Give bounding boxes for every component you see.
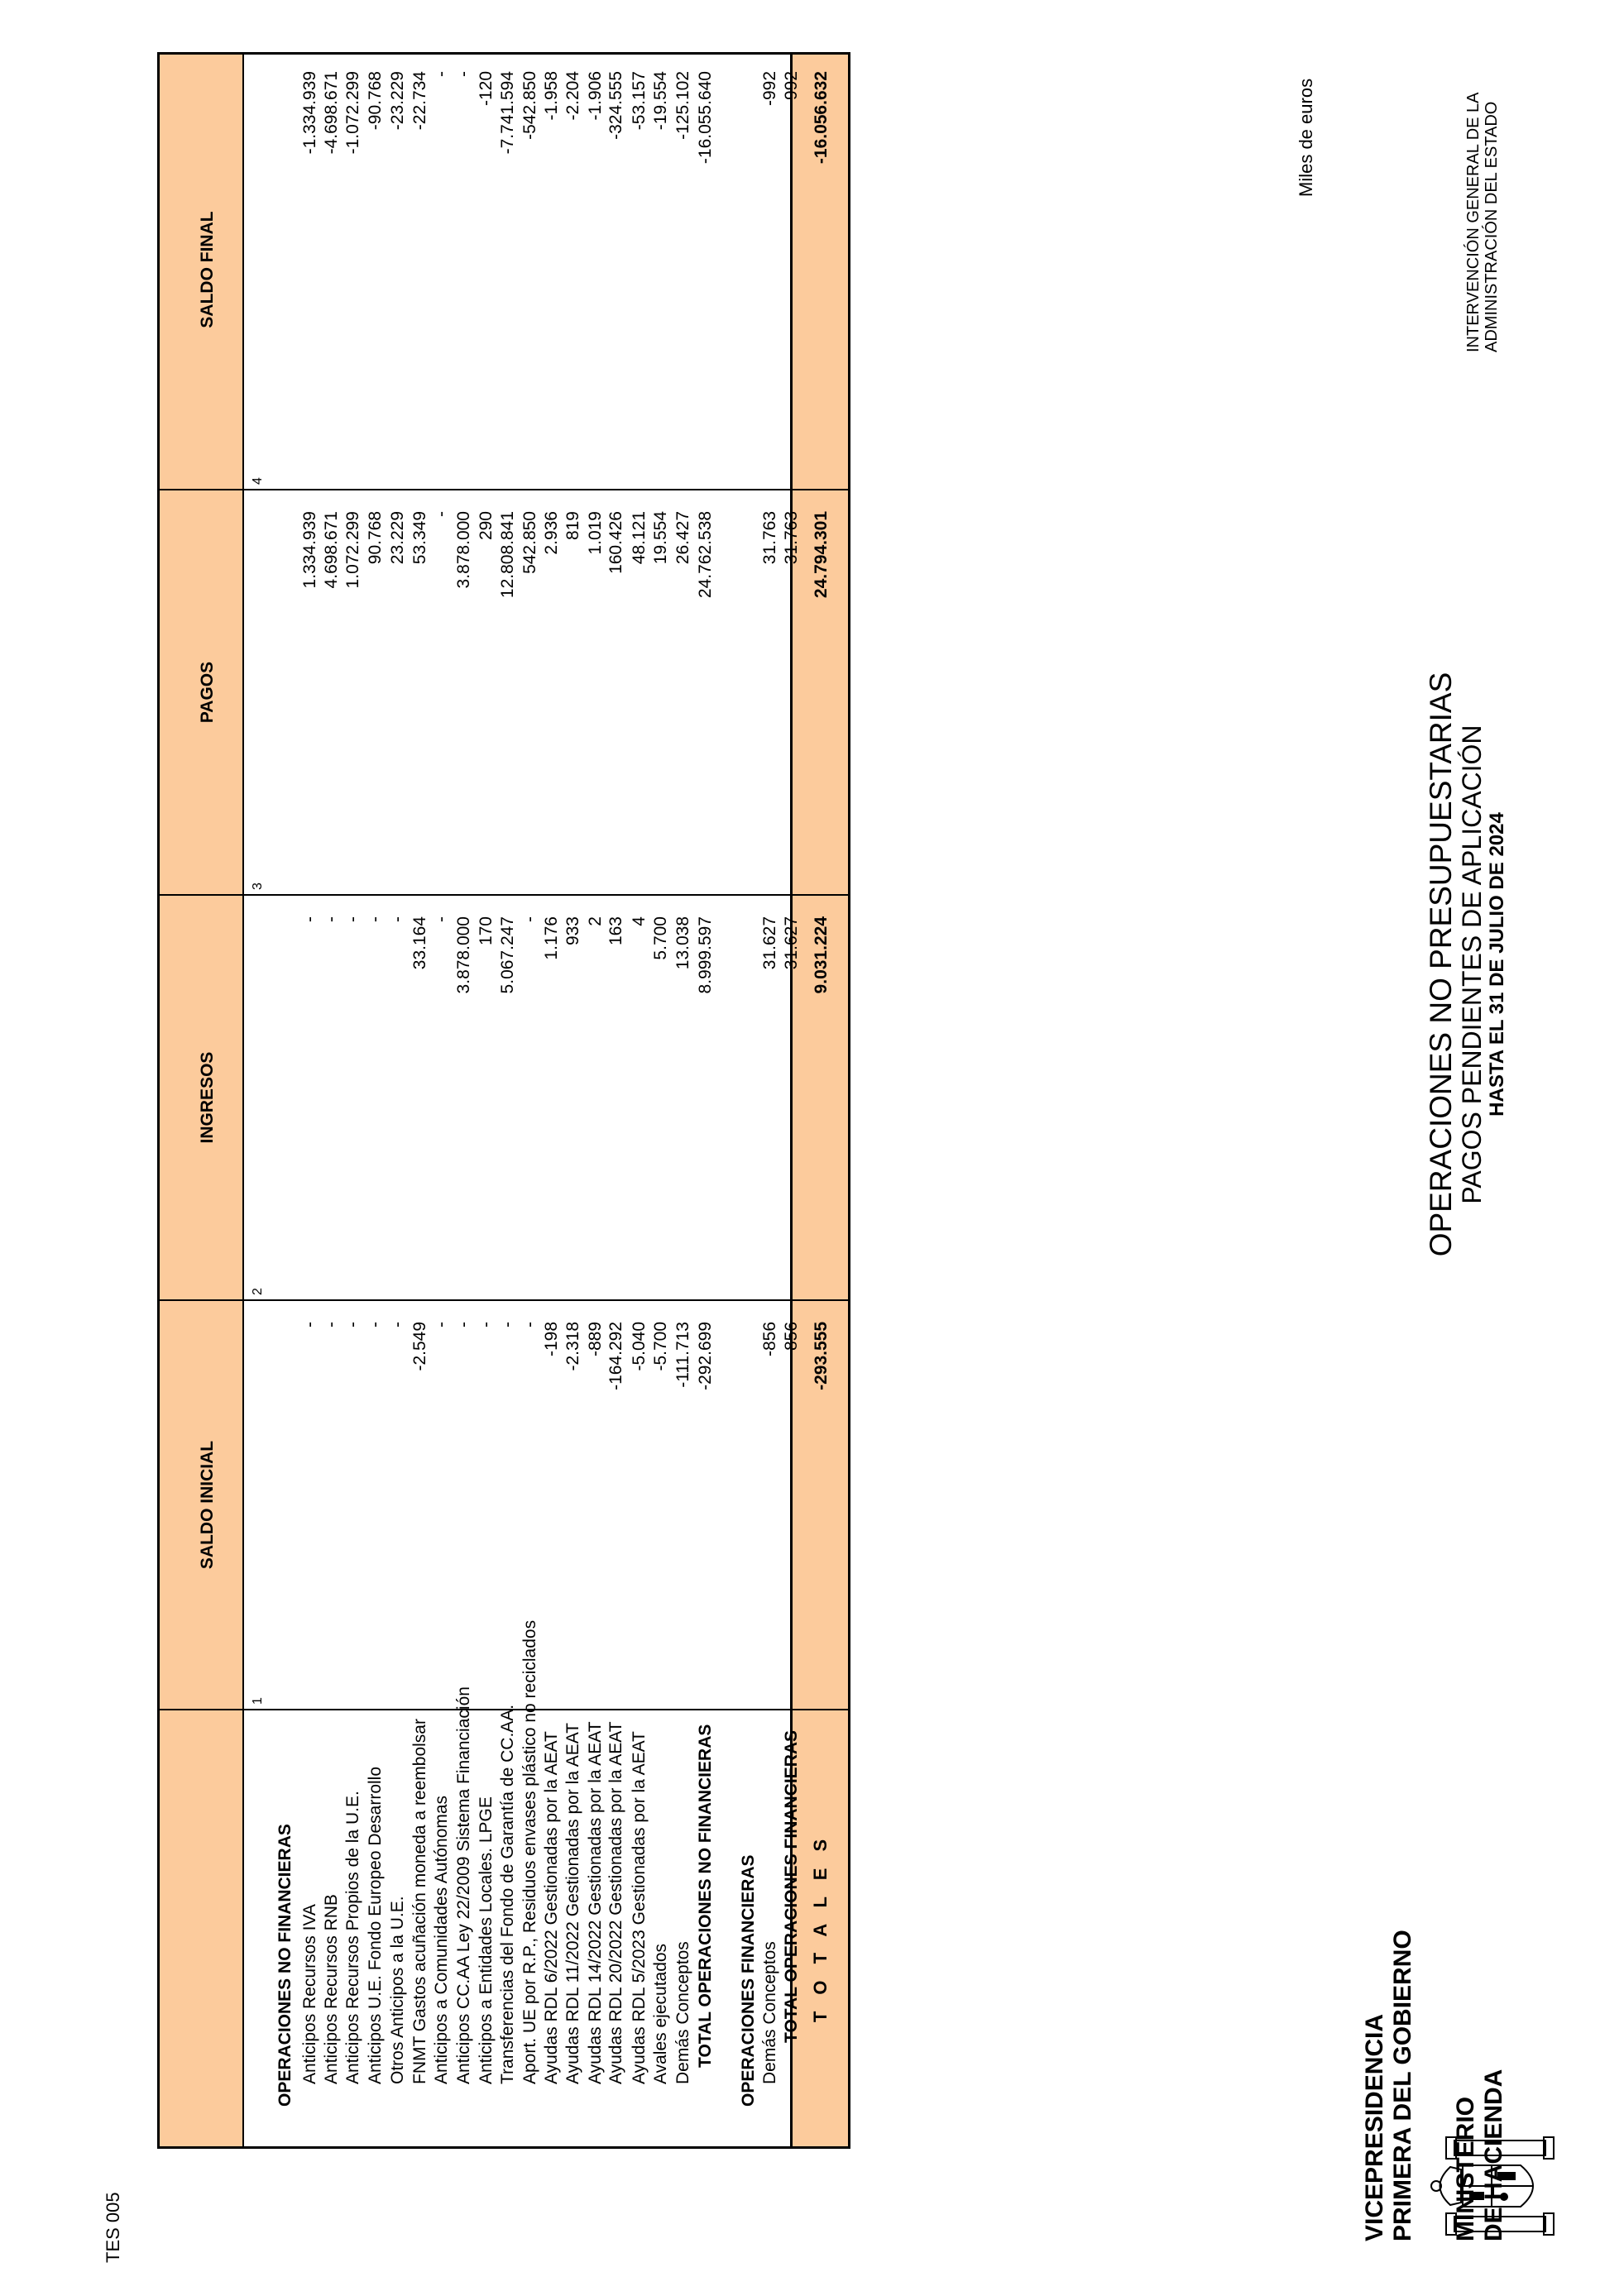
cell-saldo-inicial: - [388,1322,407,1327]
row-label: Avales ejecutados [651,1943,670,2084]
section-total-label: TOTAL OPERACIONES NO FINANCIERAS [696,1724,715,2068]
cell-saldo-final: -16.055.640 [696,71,715,165]
cell-pagos: 48.121 [630,511,649,565]
form-code: TES 005 [103,2192,123,2263]
cell-saldo-final: -16.056.632 [812,71,831,165]
units-label: Miles de euros [1296,78,1316,197]
row-label: Anticipos Recursos IVA [300,1904,319,2084]
cell-pagos: 290 [477,511,496,541]
row-label: Anticipos U.E. Fondo Europeo Desarrollo [366,1766,385,2084]
row-label: Anticipos Recursos RNB [322,1894,341,2084]
vicepresidencia-heading [1361,1930,1417,2241]
cell-pagos: 26.427 [673,511,692,565]
cell-saldo-final: -542.850 [520,71,539,140]
vicepresidencia-line2: PRIMERA DEL GOBIERNO [1389,1930,1416,2241]
igae-line1: INTERVENCIÓN GENERAL DE LA [1464,92,1483,352]
row-label: Demás Conceptos [760,1941,779,2084]
row-label: Ayudas RDL 11/2022 Gestionadas por la AEAT [563,1723,582,2084]
cell-saldo-final: -19.554 [651,71,670,131]
cell-ingresos: 4 [630,916,649,926]
cell-saldo-inicial: -889 [586,1322,605,1357]
column-header-pagos: PAGOS [198,661,217,724]
row-label: Transferencias del Fondo de Garantía de CC.AA. [498,1704,517,2084]
cell-pagos: 542.850 [520,511,539,574]
cell-saldo-final: -7.741.594 [498,71,517,155]
cell-saldo-inicial: - [498,1322,517,1327]
cell-pagos: 24.794.301 [812,511,831,599]
cell-ingresos: - [322,916,341,922]
cell-saldo-inicial: -164.292 [606,1322,625,1390]
grand-total-label: T O T A L E S [810,1833,831,2023]
cell-saldo-inicial: - [366,1322,385,1327]
cell-saldo-final: -2.204 [563,71,582,121]
cell-saldo-inicial: - [432,1322,451,1327]
cell-pagos: 1.019 [586,511,605,555]
cell-saldo-final: -324.555 [606,71,625,140]
cell-saldo-final: - [454,71,473,77]
cell-saldo-final: -53.157 [630,71,649,131]
section-title: OPERACIONES NO FINANCIERAS [275,1824,295,2107]
cell-ingresos: 170 [477,916,496,946]
row-label: Ayudas RDL 5/2023 Gestionadas por la AEAT [630,1731,649,2084]
cell-saldo-inicial: - [343,1322,362,1327]
row-label: Ayudas RDL 14/2022 Gestionadas por la AEAT [586,1721,605,2084]
cell-saldo-final: -1.906 [586,71,605,121]
row-label: Anticipos Recursos Propios de la U.E. [343,1791,362,2084]
cell-ingresos: 8.999.597 [696,916,715,994]
ministerio-line1: MINISTERIO [1452,2096,1479,2241]
cell-pagos: 19.554 [651,511,670,565]
cell-ingresos: 163 [606,916,625,946]
column-number: 2 [251,1288,265,1295]
cell-ingresos: 933 [563,916,582,946]
cell-pagos: 4.698.671 [322,511,341,589]
cell-pagos: 3.878.000 [454,511,473,589]
cell-pagos: - [432,511,451,517]
row-label: Otros Anticipos a la U.E. [388,1896,407,2084]
row-label: Anticipos CC.AA Ley 22/2009 Sistema Financiación [454,1686,473,2084]
cell-saldo-inicial: -5.700 [651,1322,670,1371]
cell-ingresos: 13.038 [673,916,692,970]
cell-ingresos: 31.627 [782,916,801,970]
report-title: OPERACIONES NO PRESUPUESTARIAS [1424,672,1458,1257]
cell-pagos: 90.768 [366,511,385,565]
report-title-block [1425,592,1509,1337]
cell-saldo-inicial: -293.555 [812,1322,831,1390]
cell-ingresos: - [366,916,385,922]
row-label: Aport. UE por R.P., Residuos envases plástico no reciclados [520,1619,539,2084]
cell-saldo-final: -992 [760,71,779,107]
cell-ingresos: - [388,916,407,922]
ministerio-heading [1452,2069,1508,2241]
row-label: Anticipos a Entidades Locales. LPGE [477,1796,496,2084]
cell-saldo-final: -1.958 [542,71,561,121]
row-label: Ayudas RDL 6/2022 Gestionadas por la AEAT [542,1731,561,2084]
report-table [157,52,850,2149]
row-label: Demás Conceptos [673,1941,692,2084]
cell-saldo-inicial: -2.549 [410,1322,429,1371]
cell-ingresos: 1.176 [542,916,561,960]
column-header-saldo-final: SALDO FINAL [198,211,217,328]
cell-saldo-final: -1.334.939 [300,71,319,155]
cell-saldo-inicial: -111.713 [673,1322,692,1388]
cell-saldo-final: -90.768 [366,71,385,131]
cell-pagos: 2.936 [542,511,561,555]
cell-ingresos: - [520,916,539,922]
cell-ingresos: - [343,916,362,922]
cell-ingresos: - [300,916,319,922]
cell-ingresos: - [432,916,451,922]
cell-saldo-final: -992 [782,71,801,107]
cell-saldo-inicial: -856 [760,1322,779,1357]
column-header-ingresos: INGRESOS [198,1051,217,1144]
row-label: Ayudas RDL 20/2022 Gestionadas por la AEAT [606,1721,625,2084]
cell-pagos: 23.229 [388,511,407,565]
igae-line2: ADMINISTRACIÓN DEL ESTADO [1483,101,1501,352]
cell-ingresos: 33.164 [410,916,429,970]
column-header-saldo-inicial: SALDO INICIAL [198,1440,217,1570]
cell-pagos: 53.349 [410,511,429,565]
ministerio-line2: DE HACIENDA [1480,2069,1507,2241]
column-number: 1 [251,1697,265,1705]
cell-saldo-final: -120 [477,71,496,107]
cell-saldo-inicial: - [520,1322,539,1327]
cell-saldo-final: -4.698.671 [322,71,341,155]
cell-ingresos: 3.878.000 [454,916,473,994]
cell-saldo-final: -1.072.299 [343,71,362,155]
cell-saldo-final: -22.734 [410,71,429,131]
column-number: 4 [251,477,265,485]
row-label: FNMT Gastos acuñación moneda a reembolsar [410,1719,429,2084]
row-label: Anticipos a Comunidades Autónomas [432,1795,451,2084]
cell-ingresos: 5.700 [651,916,670,960]
cell-ingresos: 2 [586,916,605,926]
cell-saldo-inicial: - [454,1322,473,1327]
cell-ingresos: 9.031.224 [812,916,831,994]
report-subtitle: PAGOS PENDIENTES DE APLICACIÓN [1457,725,1487,1204]
vicepresidencia-line1: VICEPRESIDENCIA [1361,2013,1388,2241]
cell-saldo-final: - [432,71,451,77]
column-number: 3 [251,883,265,890]
cell-saldo-final: -125.102 [673,71,692,140]
cell-saldo-inicial: -5.040 [630,1322,649,1371]
section-title: OPERACIONES FINANCIERAS [739,1854,758,2107]
cell-pagos: 1.072.299 [343,511,362,589]
cell-saldo-final: -23.229 [388,71,407,131]
cell-pagos: 160.426 [606,511,625,574]
cell-saldo-inicial: - [477,1322,496,1327]
cell-pagos: 31.763 [782,511,801,565]
section-total-label: TOTAL OPERACIONES FINANCIERAS [782,1729,801,2043]
cell-saldo-inicial: -856 [782,1322,801,1357]
cell-pagos: 819 [563,511,582,541]
cell-pagos: 24.762.538 [696,511,715,599]
cell-saldo-inicial: - [300,1322,319,1327]
cell-saldo-inicial: -198 [542,1322,561,1357]
igae-heading [1464,92,1501,352]
cell-saldo-inicial: -292.699 [696,1322,715,1390]
cell-saldo-inicial: - [322,1322,341,1327]
cell-pagos: 31.763 [760,511,779,565]
cell-saldo-inicial: -2.318 [563,1322,582,1371]
cell-pagos: 12.808.841 [498,511,517,599]
cell-ingresos: 5.067.247 [498,916,517,994]
cell-pagos: 1.334.939 [300,511,319,589]
cell-ingresos: 31.627 [760,916,779,970]
report-date: HASTA EL 31 DE JULIO DE 2024 [1486,812,1508,1117]
